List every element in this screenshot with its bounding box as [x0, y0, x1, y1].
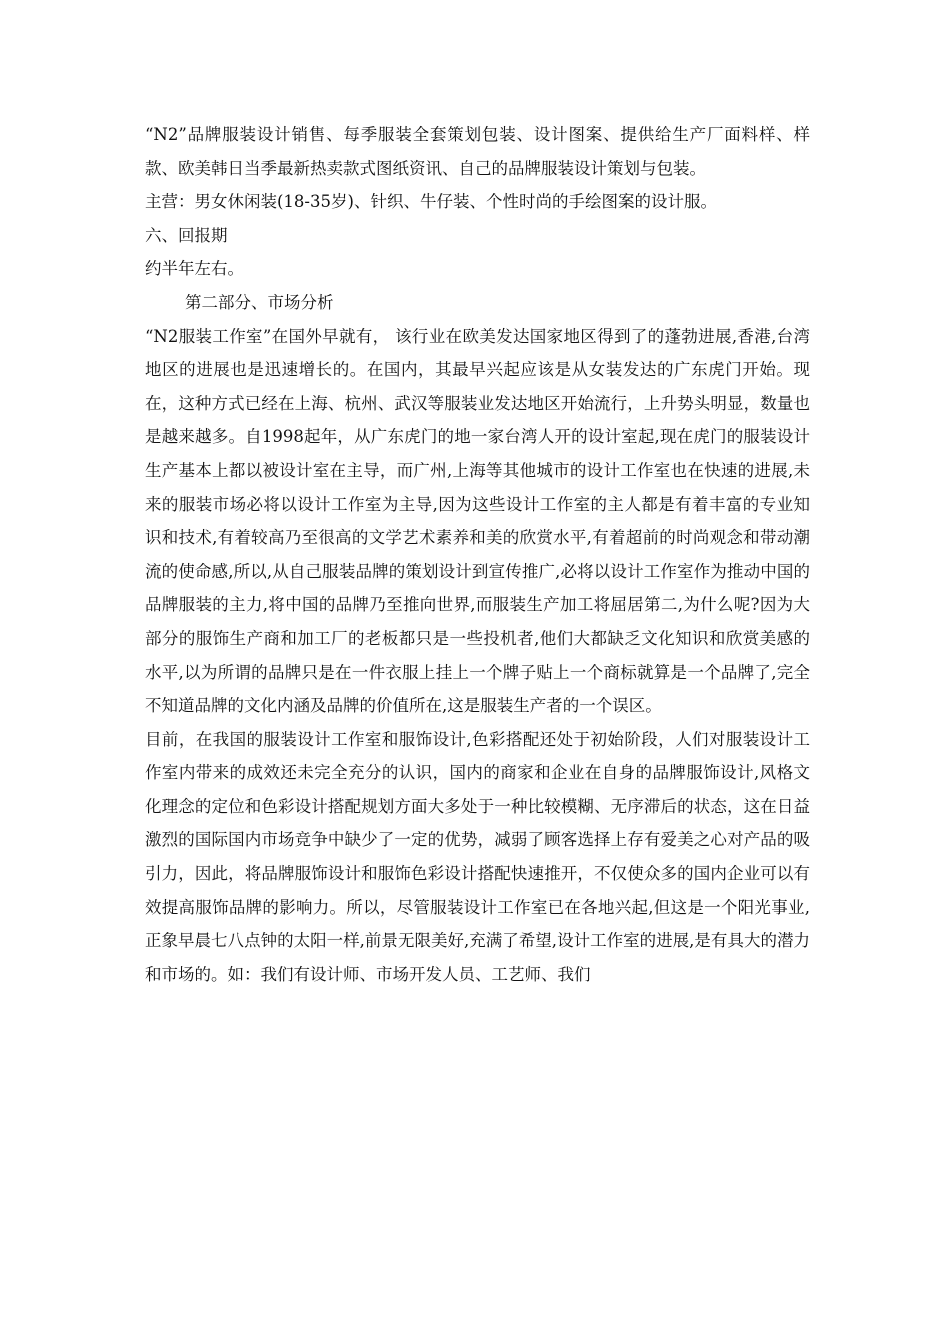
paragraph-payback-value: 约半年左右。	[145, 259, 244, 279]
paragraph-market-history: “N2服装工作室”在国外早就有， 该行业在欧美发达国家地区得到了的蓬勃进展,香港,台湾地区的进展也是迅速增长的。在国内，其最早兴起应该是从女装发达的广东虎门开始。现在，这种方式已经在上海、杭州、武汉等服装业发达地区开始流行，上升势头明显，数量也是越来越多。自1998起年，从广东虎门的地一家台湾人开的设计室起,现在虎门的服装设计生产基本上都以被设计室在主导，而广州,上海等其他城市的设计工作室也在快速的进展,未来的服装市场必将以设计工作室为主导,因为这些设计工作室的主人都是有着丰富的专业知识和技术,有着较高乃至很高的文学艺术素养和美的欣赏水平,有着超前的时尚观念和带动潮流的使命感,所以,从自己服装品牌的策划设计到宣传推广,必将以设计工作室作为推动中国的品牌服装的主力,将中国的品牌乃至推向世界,而服装生产加工将屈居第二,为什么呢?因为大部分的服饰生产商和加工厂的老板都只是一些投机者,他们大都缺乏文化知识和欣赏美感的水平,以为所谓的品牌只是在一件衣服上挂上一个牌子贴上一个商标就算是一个品牌了,完全不知道品牌的文化内涵及品牌的价值所在,这是服装生产者的一个误区。	[145, 326, 810, 716]
paragraph-current-situation: 目前，在我国的服装设计工作室和服饰设计,色彩搭配还处于初始阶段，人们对服装设计工作室内带来的成效还未完全充分的认识，国内的商家和企业在自身的品牌服饰设计,风格文化理念的定位和色彩设计搭配规划方面大多处于一种比较模糊、无序滞后的状态，这在日益激烈的国际国内市场竞争中缺少了一定的优势，减弱了顾客选择上存有爱美之心对产品的吸引力，因此，将品牌服饰设计和服饰色彩设计搭配快速推开，不仅使众多的国内企业可以有效提高服饰品牌的影响力。所以，尽管服装设计工作室已在各地兴起,但这是一个阳光事业,正象早晨七八点钟的太阳一样,前景无限美好,充满了希望,设计工作室的进展,是有具大的潜力和市场的。如：我们有设计师、市场开发人员、工艺师、我们	[145, 729, 810, 984]
paragraph-service-description: “N2”品牌服装设计销售、每季服装全套策划包装、设计图案、提供给生产厂面料样、样款、欧美韩日当季最新热卖款式图纸资讯、自己的品牌服装设计策划与包装。	[145, 125, 810, 178]
paragraph-main-business: 主营：男女休闲装(18-35岁)、针织、牛仔装、个性时尚的手绘图案的设计服。	[145, 192, 717, 212]
part-heading-market-analysis: 第二部分、市场分析	[185, 292, 334, 312]
section-heading-payback-period: 六、回报期	[145, 225, 228, 245]
document-body	[145, 118, 810, 991]
